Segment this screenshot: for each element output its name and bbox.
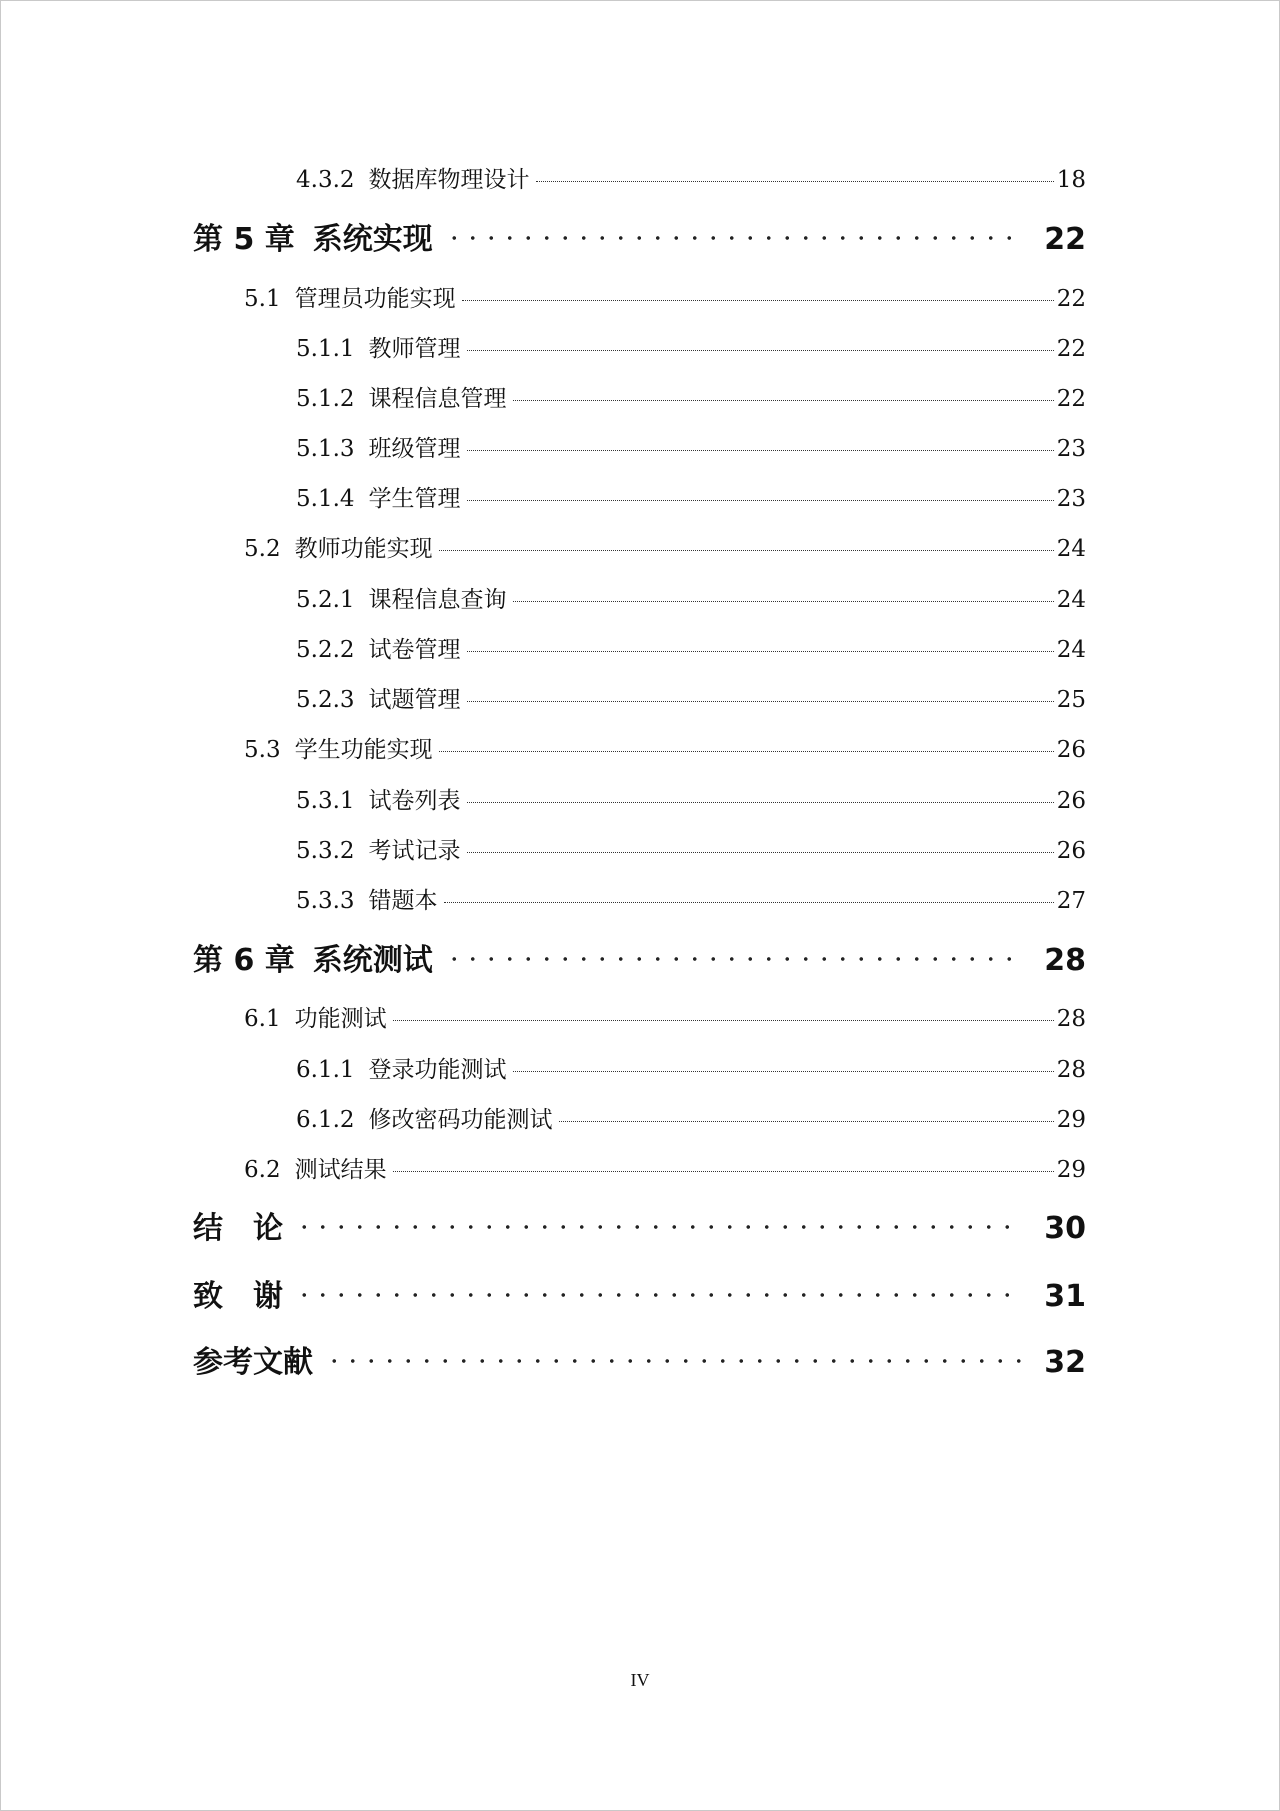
toc-entry-number: 5.1.4 xyxy=(296,486,355,512)
toc-entry-number: 5.3.2 xyxy=(296,838,355,864)
toc-dot-leader xyxy=(393,1171,1054,1172)
toc-entry-title: 学生管理 xyxy=(368,486,461,512)
toc-dot-leader xyxy=(467,701,1054,702)
toc-entry-number: 6.1.2 xyxy=(296,1107,355,1133)
toc-chapter-entry[interactable] xyxy=(193,220,1086,260)
toc-dot-leader xyxy=(513,601,1054,602)
toc-dot-leader xyxy=(439,751,1054,752)
toc-dot-leader xyxy=(439,550,1054,551)
toc-entry-number: 6.2 xyxy=(244,1157,281,1183)
toc-section-entry[interactable] xyxy=(244,284,1086,314)
toc-entry-number: 5.3.1 xyxy=(296,788,355,814)
toc-dot-leader xyxy=(536,181,1054,182)
toc-entry-title: 测试结果 xyxy=(294,1157,387,1183)
toc-entry-page-number: 26 xyxy=(1056,838,1086,864)
toc-entry-page-number: 31 xyxy=(1044,1279,1086,1314)
toc-entry-title: 结 论 xyxy=(193,1211,283,1246)
toc-section-entry[interactable] xyxy=(296,165,1086,195)
toc-section-entry[interactable] xyxy=(296,786,1086,816)
toc-section-entry[interactable] xyxy=(296,434,1086,464)
toc-dot-leader xyxy=(513,1071,1054,1072)
toc-entry-number: 5.1.1 xyxy=(296,336,355,362)
toc-entry-title: 试卷管理 xyxy=(368,637,461,663)
toc-dot-leader xyxy=(295,1224,1022,1230)
toc-entry-page-number: 22 xyxy=(1044,222,1086,257)
toc-entry-title: 课程信息查询 xyxy=(368,587,507,613)
toc-entry-number: 6.1.1 xyxy=(296,1057,355,1083)
toc-section-entry[interactable] xyxy=(296,384,1086,414)
toc-entry-title: 功能测试 xyxy=(294,1006,387,1032)
toc-section-entry[interactable] xyxy=(244,735,1086,765)
toc-dot-leader xyxy=(467,802,1054,803)
toc-entry-page-number: 24 xyxy=(1056,536,1086,562)
toc-entry-page-number: 32 xyxy=(1044,1345,1086,1380)
toc-section-entry[interactable] xyxy=(244,534,1086,564)
toc-section-entry[interactable] xyxy=(296,484,1086,514)
toc-entry-page-number: 18 xyxy=(1056,167,1086,193)
toc-entry-title: 教师管理 xyxy=(368,336,461,362)
toc-dot-leader xyxy=(462,300,1054,301)
toc-section-entry[interactable] xyxy=(296,585,1086,615)
toc-section-entry[interactable] xyxy=(244,1155,1086,1185)
toc-chapter-entry[interactable] xyxy=(193,1343,1086,1383)
toc-entry-number: 5.2.1 xyxy=(296,587,355,613)
toc-section-entry[interactable] xyxy=(296,886,1086,916)
toc-entry-number: 4.3.2 xyxy=(296,167,355,193)
toc-entry-number: 6.1 xyxy=(244,1006,281,1032)
toc-dot-leader xyxy=(513,400,1054,401)
toc-entry-page-number: 22 xyxy=(1056,336,1086,362)
toc-entry-page-number: 23 xyxy=(1056,486,1086,512)
toc-entry-page-number: 28 xyxy=(1044,943,1086,978)
toc-section-entry[interactable] xyxy=(296,1105,1086,1135)
toc-entry-number: 第 6 章 xyxy=(193,943,295,978)
toc-section-entry[interactable] xyxy=(296,836,1086,866)
toc-entry-title: 系统实现 xyxy=(312,222,433,257)
toc-entry-page-number: 28 xyxy=(1056,1057,1086,1083)
toc-entry-page-number: 24 xyxy=(1056,637,1086,663)
toc-entry-number: 5.1.3 xyxy=(296,436,355,462)
page-footer-number: IV xyxy=(630,1670,650,1690)
toc-dot-leader xyxy=(445,956,1022,962)
toc-dot-leader xyxy=(444,902,1054,903)
toc-dot-leader xyxy=(445,235,1022,241)
toc-entry-page-number: 22 xyxy=(1056,286,1086,312)
toc-section-entry[interactable] xyxy=(296,1055,1086,1085)
toc-chapter-entry[interactable] xyxy=(193,1277,1086,1317)
toc-section-entry[interactable] xyxy=(296,635,1086,665)
toc-entry-title: 试卷列表 xyxy=(368,788,461,814)
toc-entry-page-number: 28 xyxy=(1056,1006,1086,1032)
toc-entry-title: 数据库物理设计 xyxy=(368,167,530,193)
toc-entry-number: 5.2.2 xyxy=(296,637,355,663)
toc-entry-page-number: 30 xyxy=(1044,1211,1086,1246)
toc-entry-page-number: 26 xyxy=(1056,737,1086,763)
toc-entry-page-number: 24 xyxy=(1056,587,1086,613)
toc-entry-number: 5.2 xyxy=(244,536,281,562)
toc-entry-title: 错题本 xyxy=(368,888,438,914)
toc-entry-page-number: 22 xyxy=(1056,386,1086,412)
toc-dot-leader xyxy=(559,1121,1054,1122)
toc-entry-page-number: 23 xyxy=(1056,436,1086,462)
toc-entry-title: 修改密码功能测试 xyxy=(368,1107,553,1133)
toc-entry-title: 试题管理 xyxy=(368,687,461,713)
toc-dot-leader xyxy=(467,350,1054,351)
toc-entry-page-number: 27 xyxy=(1056,888,1086,914)
toc-dot-leader xyxy=(393,1020,1054,1021)
toc-dot-leader xyxy=(325,1358,1022,1364)
toc-entry-title: 班级管理 xyxy=(368,436,461,462)
toc-entry-number: 5.3.3 xyxy=(296,888,355,914)
toc-entry-title: 致 谢 xyxy=(193,1279,283,1314)
toc-section-entry[interactable] xyxy=(296,685,1086,715)
toc-entry-number: 5.3 xyxy=(244,737,281,763)
toc-entry-page-number: 29 xyxy=(1056,1107,1086,1133)
toc-entry-title: 登录功能测试 xyxy=(368,1057,507,1083)
toc-dot-leader xyxy=(467,450,1054,451)
toc-dot-leader xyxy=(295,1292,1022,1298)
toc-dot-leader xyxy=(467,651,1054,652)
toc-entry-page-number: 25 xyxy=(1056,687,1086,713)
toc-entry-number: 第 5 章 xyxy=(193,222,295,257)
toc-section-entry[interactable] xyxy=(244,1004,1086,1034)
toc-chapter-entry[interactable] xyxy=(193,1209,1086,1249)
toc-entry-title: 学生功能实现 xyxy=(294,737,433,763)
toc-entry-title: 课程信息管理 xyxy=(368,386,507,412)
toc-entry-title: 管理员功能实现 xyxy=(294,286,456,312)
toc-dot-leader xyxy=(467,852,1054,853)
toc-entry-title: 参考文献 xyxy=(193,1345,313,1380)
toc-entry-page-number: 29 xyxy=(1056,1157,1086,1183)
toc-entry-number: 5.2.3 xyxy=(296,687,355,713)
toc-entry-number: 5.1 xyxy=(244,286,281,312)
toc-chapter-entry[interactable] xyxy=(193,941,1086,981)
toc-entry-title: 系统测试 xyxy=(312,943,433,978)
toc-entry-page-number: 26 xyxy=(1056,788,1086,814)
toc-dot-leader xyxy=(467,500,1054,501)
toc-entry-title: 考试记录 xyxy=(368,838,461,864)
toc-entry-title: 教师功能实现 xyxy=(294,536,433,562)
toc-section-entry[interactable] xyxy=(296,334,1086,364)
toc-entry-number: 5.1.2 xyxy=(296,386,355,412)
